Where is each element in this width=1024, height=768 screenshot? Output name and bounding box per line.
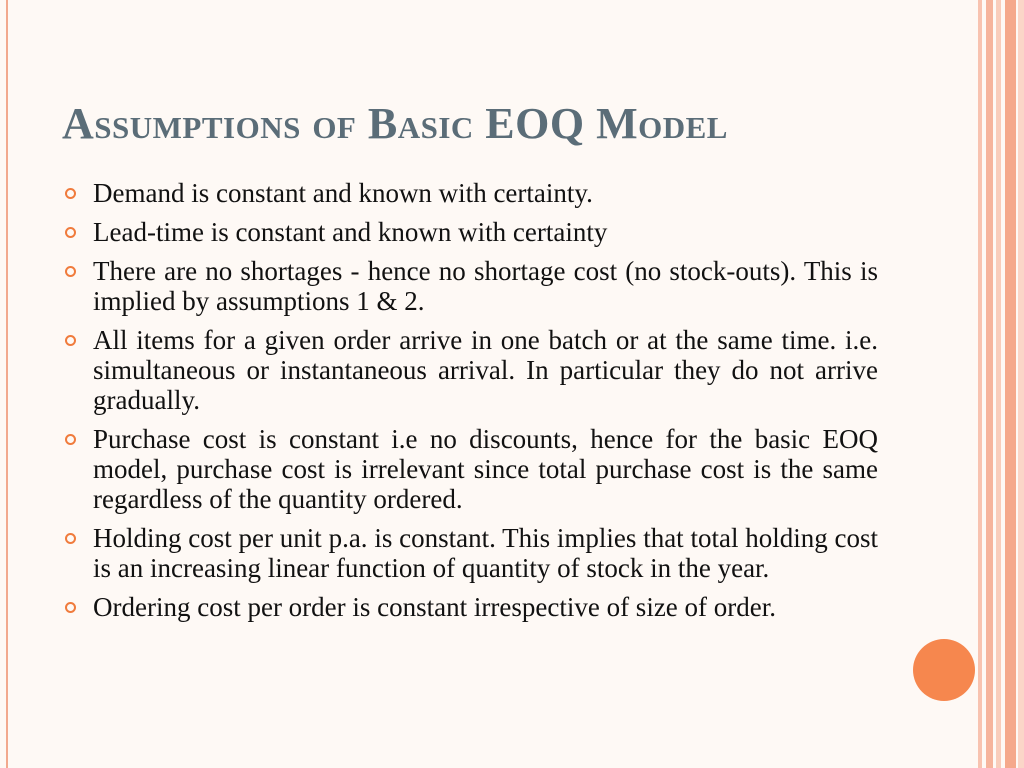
bullet-circle-icon — [65, 188, 76, 199]
slide-title: Assumptions of Basic EOQ Model — [62, 99, 728, 148]
bullet-list — [64, 178, 878, 631]
bullet-circle-icon — [65, 227, 76, 238]
bullet-text: Purchase cost is constant i.e no discounts, hence for the basic EOQ model, purchase cost is irrelevant since total purchase cost is the same regardless of the quantity ordered. — [93, 424, 878, 514]
bullet-item — [64, 523, 878, 583]
bullet-item — [64, 424, 878, 514]
decorative-stripe — [978, 0, 982, 768]
left-border-line — [6, 0, 8, 768]
decorative-stripe — [986, 0, 993, 768]
bullet-circle-icon — [65, 266, 76, 277]
bullet-item — [64, 217, 878, 247]
decorative-stripe — [996, 0, 1001, 768]
bullet-item — [64, 178, 878, 208]
bullet-circle-icon — [65, 533, 76, 544]
bullet-item — [64, 256, 878, 316]
bullet-item — [64, 592, 878, 622]
bullet-item — [64, 325, 878, 415]
bullet-text: Holding cost per unit p.a. is constant. This implies that total holding cost is an increasing linear function of quantity of stock in the year. — [93, 523, 878, 583]
bullet-text: All items for a given order arrive in one batch or at the same time. i.e. simultaneous or instantaneous arrival. In particular they do not arrive gradually. — [93, 325, 878, 415]
bullet-text: Ordering cost per order is constant irrespective of size of order. — [93, 592, 777, 622]
decorative-stripe — [1018, 0, 1024, 768]
bullet-circle-icon — [65, 434, 76, 445]
bullet-text: Demand is constant and known with certainty. — [93, 178, 593, 208]
bullet-text: Lead-time is constant and known with certainty — [93, 217, 608, 247]
bullet-circle-icon — [65, 602, 76, 613]
decorative-stripe — [1005, 0, 1016, 768]
decorative-orange-circle — [913, 639, 975, 701]
bullet-circle-icon — [65, 335, 76, 346]
bullet-text: There are no shortages - hence no shortage cost (no stock-outs). This is implied by assumptions 1 & 2. — [93, 256, 878, 316]
